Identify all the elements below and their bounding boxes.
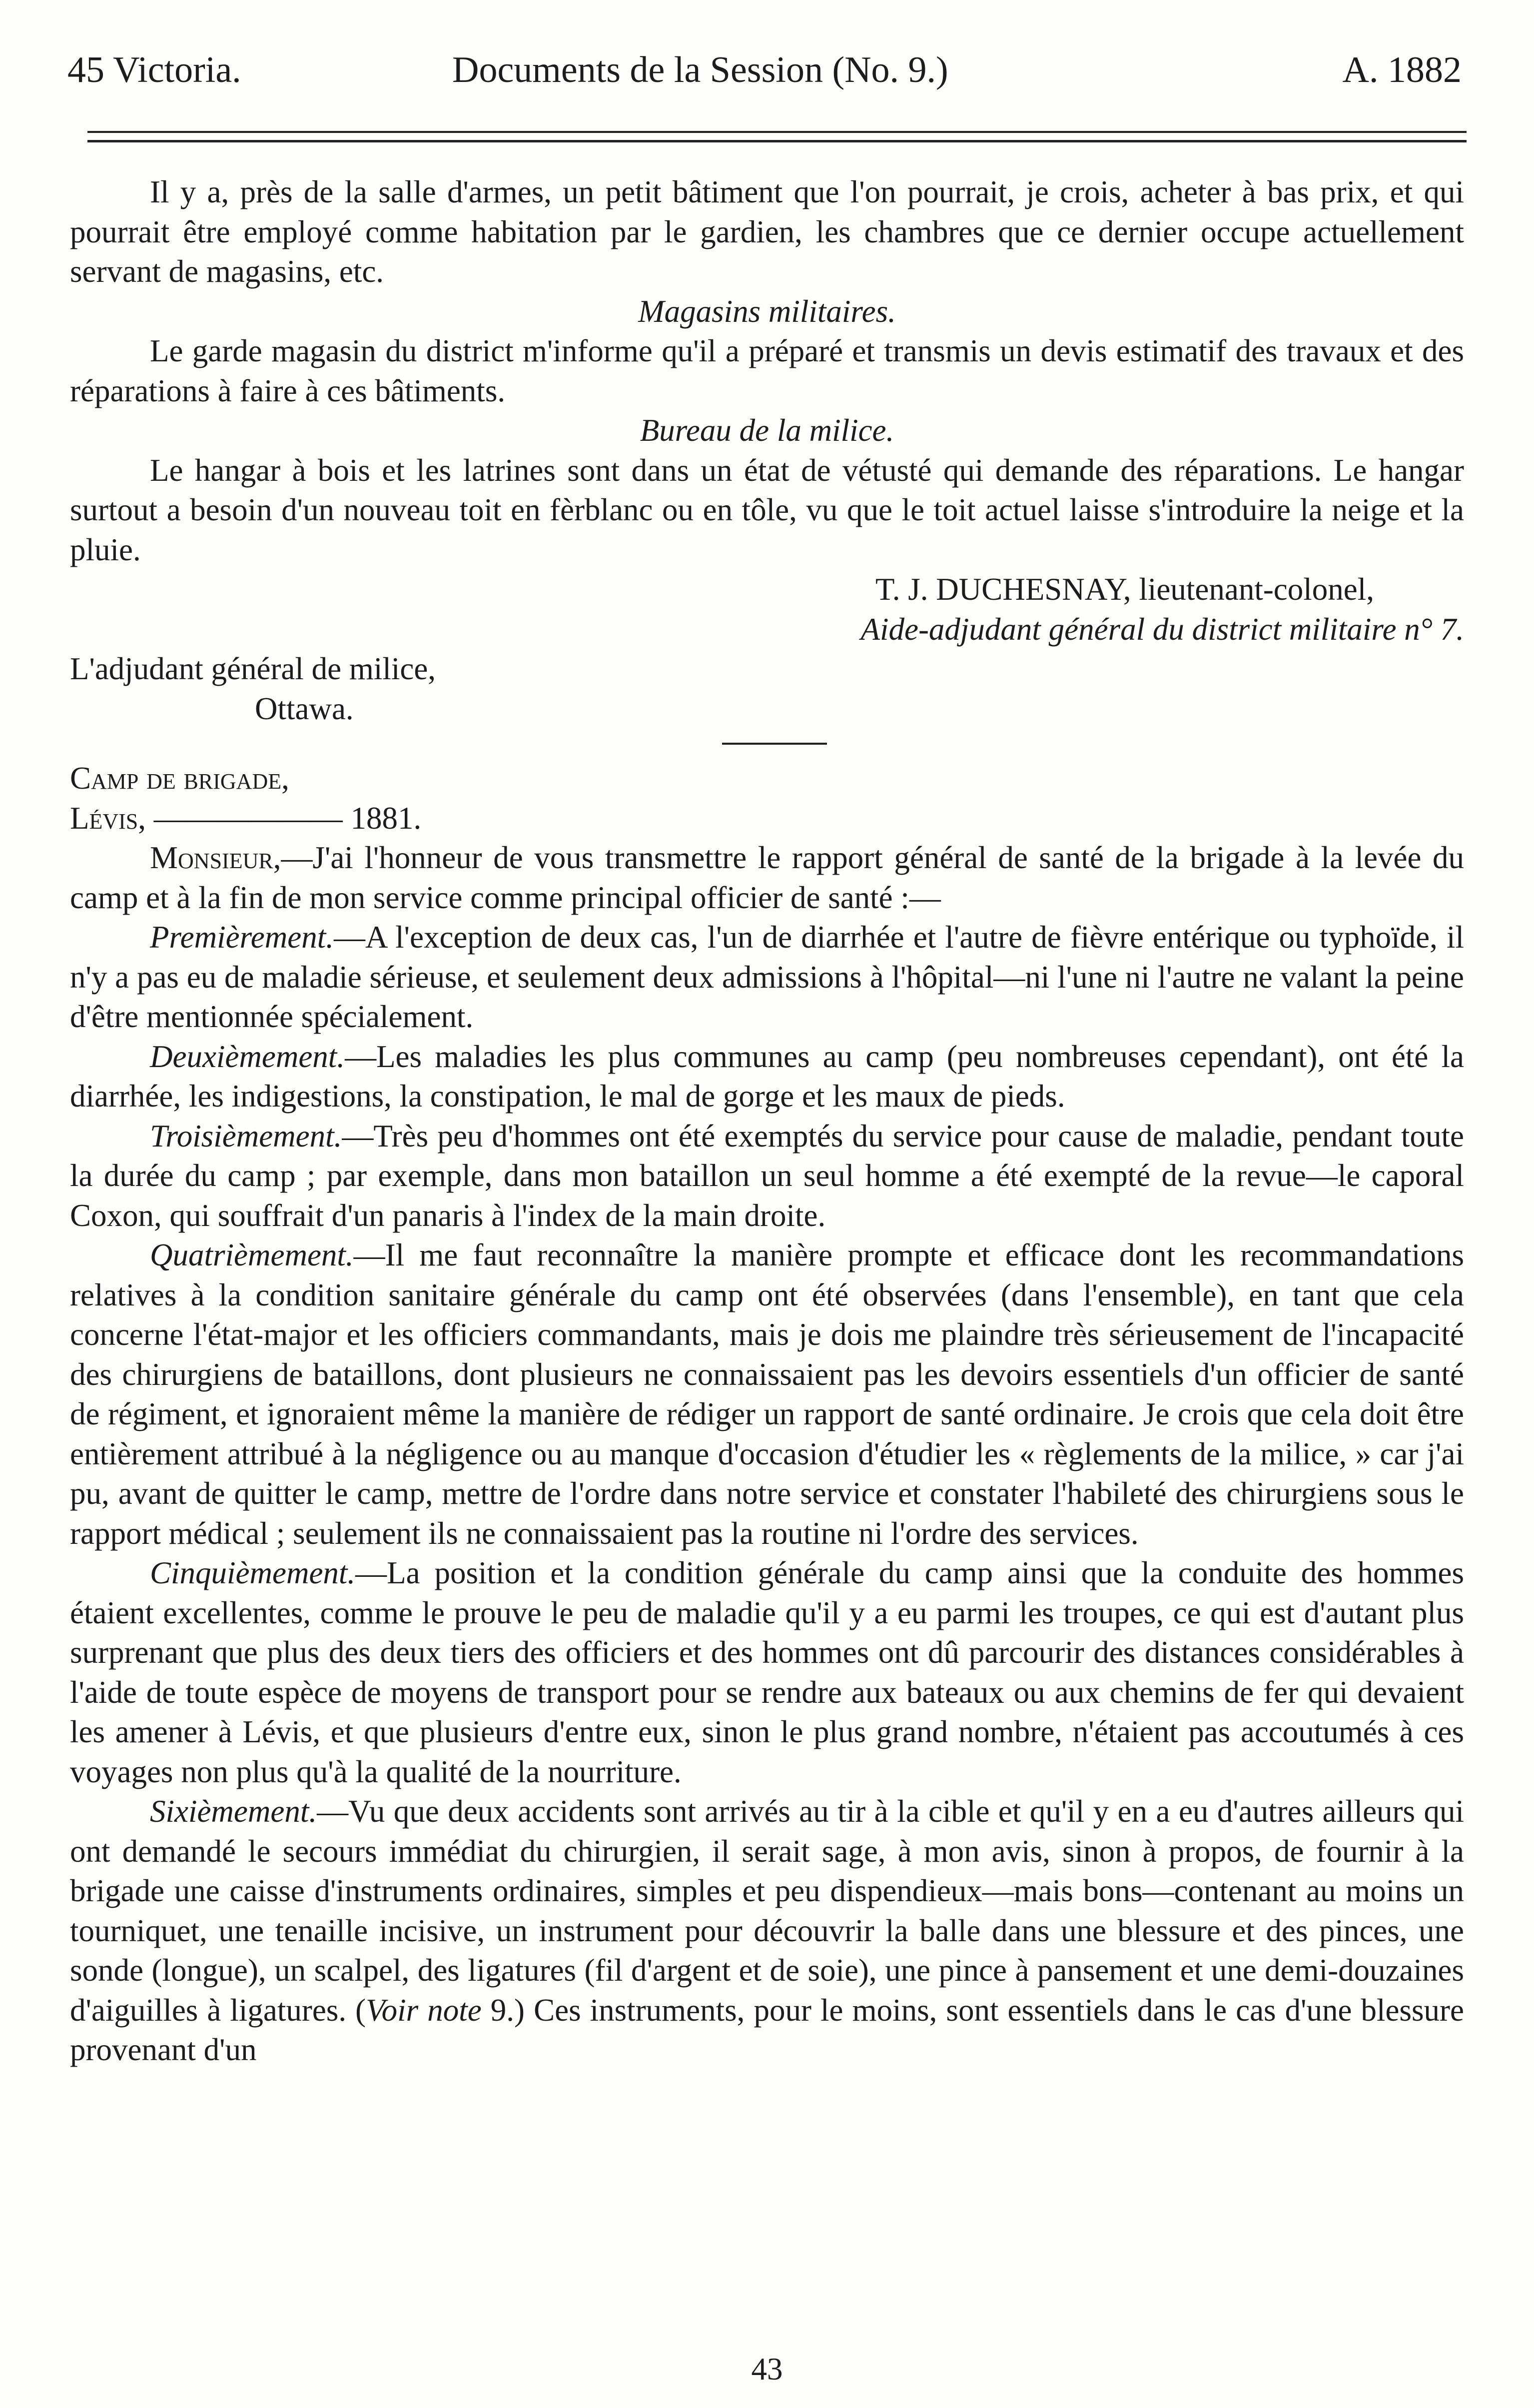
camp-date: Lévis, —————— 1881. xyxy=(70,800,422,836)
item-label: Quatrièmement. xyxy=(150,1237,354,1272)
header-title: Documents de la Session (No. 9.) xyxy=(452,49,948,90)
item-text: —La position et la condition générale du camp ainsi que la conduite des hommes étaient excellentes, comme le prouve le peu de maladie qu'il y a eu parmi les troupes, ce qui est d'autant plus surprenant que plus des deux tiers des officiers et des hommes ont dû parcourir des distances considérables à l'aide de toute espèce de moyens de transport pour se rendre aux bateaux ou aux chemins de fer qui devaient les amener à Lévis, et que plusieurs d'entre eux, sinon le plus grand nombre, n'étaient pas accoutumés à ces voyages non plus qu'à la qualité de la nourriture. xyxy=(70,1555,1464,1789)
section-separator xyxy=(722,743,827,745)
header-volume: 45 Victoria. xyxy=(67,49,241,90)
salutation-text: —J'ai l'honneur de vous transmettre le rapport général de santé de la brigade à la levée du camp et à la fin de mon service comme principal officier de santé :— xyxy=(70,840,1464,915)
item-label: Deuxièmement. xyxy=(150,1039,345,1074)
item-paragraph xyxy=(70,1037,1464,1117)
signature-title: Aide-adjudant général du district militaire n° 7. xyxy=(860,611,1464,647)
item-paragraph xyxy=(70,1235,1464,1553)
paragraph-garde-magasin: Le garde magasin du district m'informe qu'il a préparé et transmis un devis estimatif des travaux et des réparations à faire à ces bâtiments. xyxy=(70,333,1464,408)
item-text-continued: ) Ces instruments, pour le moins, sont essentiels dans le cas d'une blessure provenant d'un xyxy=(70,1992,1464,2067)
page-header xyxy=(67,47,1462,92)
item-text: —Très peu d'hommes ont été exemptés du service pour cause de maladie, pendant toute la durée du camp ; par exemple, dans mon bataillon un seul homme a été exempté de la revue—le caporal Coxon, qui souffrait d'un panaris à l'index de la main droite. xyxy=(70,1118,1464,1233)
section-heading-magasins: Magasins militaires. xyxy=(638,293,896,329)
item-label: Cinquièmement. xyxy=(150,1555,356,1590)
item-text: —Il me faut reconnaître la manière prompte et efficace dont les recommandations relatives à la condition sanitaire générale du camp ont été observées (dans l'ensemble), en tant que cela concerne l'état-major et les officiers commandants, mais je dois me plaindre très sérieusement de l'incapacité des chirurgiens de bataillons, dont plusieurs ne connaissaient pas les devoirs essentiels d'un officier de santé de régiment, et ignoraient même la manière de rédiger un rapport de santé ordinaire. Je crois que cela doit être entièrement attribué à la négligence ou au manque d'occasion d'étudier les « règlements de la milice, » car j'ai pu, avant de quitter le camp, mettre de l'ordre dans notre service et constater l'habileté des chirurgiens sous le rapport médical ; seulement ils ne connaissaient pas la routine ni l'ordre des services. xyxy=(70,1237,1464,1551)
item-text: —A l'exception de deux cas, l'un de diarrhée et l'autre de fièvre entérique ou typhoïde, il n'y a pas eu de maladie sérieuse, et seulement deux admissions à l'hôpital—ni l'une ni l'autre ne valant la peine d'être mentionnée spécialement. xyxy=(70,920,1464,1034)
signature-name: T. J. DUCHESNAY, lieutenant-colonel, xyxy=(875,572,1374,607)
addressee-line-2: Ottawa. xyxy=(255,691,354,726)
paragraph-hangar: Le hangar à bois et les latrines sont dans un état de vétusté qui demande des réparations. Le hangar surtout a besoin d'un nouveau toit en fèrblanc ou en tôle, vu que le toit actuel laisse s'introduire la neige et la pluie. xyxy=(70,452,1464,567)
item-paragraph xyxy=(70,1117,1464,1236)
camp-heading: Camp de brigade, xyxy=(70,761,289,796)
item-text: —Les maladies les plus communes au camp (peu nombreuses cependant), ont été la diarrhée, les indigestions, la constipation, le mal de gorge et les maux de pieds. xyxy=(70,1039,1464,1114)
addressee-line-1: L'adjudant général de milice, xyxy=(70,651,436,686)
note-reference: Voir note xyxy=(366,1992,482,2028)
item-paragraph xyxy=(70,918,1464,1037)
item-label: Sixièmement. xyxy=(150,1794,317,1829)
paragraph-salutation xyxy=(70,838,1464,918)
paragraph-salle-d-armes: Il y a, près de la salle d'armes, un petit bâtiment que l'on pourrait, je crois, acheter à bas prix, et qui pourrait être employé comme habitation par le gardien, les chambres que ce dernier occupe actuellement servant de magasins, etc. xyxy=(70,174,1464,289)
note-number: 9. xyxy=(490,1992,515,2028)
header-year: A. 1882 xyxy=(1342,49,1462,90)
item-paragraph xyxy=(70,1792,1464,2070)
salutation: Monsieur, xyxy=(150,840,281,875)
item-paragraph xyxy=(70,1553,1464,1792)
page-number: 43 xyxy=(751,2352,783,2387)
header-rule xyxy=(87,131,1467,142)
document-body xyxy=(70,172,1464,2070)
item-label: Premièrement. xyxy=(150,920,334,955)
section-heading-bureau: Bureau de la milice. xyxy=(640,413,894,448)
item-label: Troisièmement. xyxy=(150,1118,342,1154)
item-text: —Vu que deux accidents sont arrivés au tir à la cible et qu'il y en a eu d'autres ailleurs qui ont demandé le secours immédiat du chirurgien, il serait sage, à mon avis, sinon à propos, de fournir à la brigade une caisse d'instruments ordinaires, simples et peu dispendieux—mais bons—contenant au moins un tourniquet, une tenaille incisive, un instrument pour découvrir la balle dans une blessure et des pinces, une sonde (longue), un scalpel, des ligatures (fil d'argent et de soie), une pince à pansement et une demi-douzaines d'aiguilles à ligatures. ( xyxy=(70,1794,1464,2028)
